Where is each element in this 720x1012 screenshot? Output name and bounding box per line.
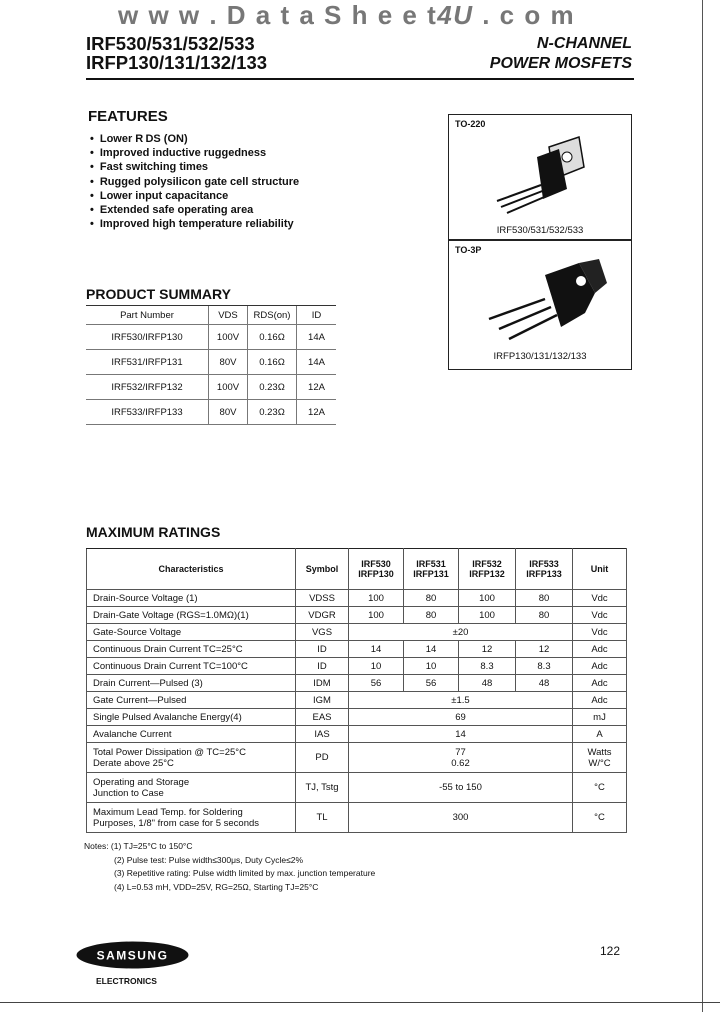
rating-characteristic: Maximum Lead Temp. for Soldering Purposes, 1/8" from case for 5 seconds <box>87 803 296 833</box>
rating-characteristic: Single Pulsed Avalanche Energy(4) <box>87 709 296 726</box>
rating-value: 69 <box>349 709 573 726</box>
header-symbol: Symbol <box>296 549 349 590</box>
rating-value: 10 <box>349 658 404 675</box>
package-label: TO-220 <box>455 119 486 129</box>
package-to220-box <box>448 114 632 240</box>
note-line: (2) Pulse test: Pulse width≤300μs, Duty Cycle≤2% <box>114 854 304 865</box>
rating-symbol: VDSS <box>296 590 349 607</box>
package-label: TO-3P <box>455 245 482 255</box>
rating-value: 48 <box>459 675 516 692</box>
table-row: IRF530/IRFP130 100V 0.16Ω 14A <box>86 325 336 350</box>
rating-symbol: EAS <box>296 709 349 726</box>
rating-unit: Adc <box>573 675 627 692</box>
rating-unit: Watts W/°C <box>573 743 627 773</box>
package-to3p-box <box>448 240 632 370</box>
note-line: (3) Repetitive rating: Pulse width limited by max. junction temperature <box>114 868 376 878</box>
rating-unit: °C <box>573 803 627 833</box>
rating-characteristic: Continuous Drain Current TC=100°C <box>87 658 296 675</box>
table-row <box>87 675 627 692</box>
table-row <box>87 743 627 773</box>
rating-symbol: VGS <box>296 624 349 641</box>
rating-characteristic: Total Power Dissipation @ TC=25°C Derate above 25°C <box>87 743 296 773</box>
table-row: IRF532/IRFP132 100V 0.23Ω 12A <box>86 375 336 400</box>
rating-value: 80 <box>404 607 459 624</box>
notes <box>84 840 375 894</box>
rating-value: 14 <box>404 641 459 658</box>
rating-value: 10 <box>404 658 459 675</box>
rating-unit: Vdc <box>573 590 627 607</box>
rating-characteristic: Drain Current—Pulsed (3) <box>87 675 296 692</box>
feature-item: • Lower R DS (ON) <box>90 132 299 146</box>
max-ratings-title: MAXIMUM RATINGS <box>86 524 221 540</box>
package-caption: IRFP130/131/132/133 <box>493 351 587 362</box>
rating-value: 300 <box>349 803 573 833</box>
header-id: ID <box>297 306 337 325</box>
table-row <box>87 803 627 833</box>
rating-value: 12 <box>516 641 573 658</box>
table-row <box>87 692 627 709</box>
feature-item: • Rugged polysilicon gate cell structure <box>90 175 299 189</box>
svg-text:SAMSUNG: SAMSUNG <box>96 948 169 963</box>
rating-symbol: PD <box>296 743 349 773</box>
watermark-url: w w w . D a t a S h e e t4U . c o m <box>118 0 576 30</box>
header-characteristics: Characteristics <box>87 549 296 590</box>
rating-value: 77 0.62 <box>349 743 573 773</box>
note-line: Notes: (1) TJ=25°C to 150°C <box>84 841 193 851</box>
table-row <box>87 607 627 624</box>
header-part-4: IRF533 IRFP133 <box>516 549 573 590</box>
rating-unit: A <box>573 726 627 743</box>
table-row <box>87 658 627 675</box>
part-numbers <box>86 34 267 72</box>
rating-unit: mJ <box>573 709 627 726</box>
rating-value: 14 <box>349 641 404 658</box>
rating-value: 80 <box>516 590 573 607</box>
samsung-logo <box>76 941 189 969</box>
rating-value: 12 <box>459 641 516 658</box>
package-caption: IRF530/531/532/533 <box>496 225 584 236</box>
rating-value: 8.3 <box>459 658 516 675</box>
feature-item: • Fast switching times <box>90 160 299 174</box>
header-part-1: IRF530 IRFP130 <box>349 549 404 590</box>
rating-symbol: ID <box>296 641 349 658</box>
table-header-row <box>86 306 336 325</box>
rating-value: 80 <box>404 590 459 607</box>
table-row <box>87 624 627 641</box>
feature-item: • Extended safe operating area <box>90 203 299 217</box>
part-line-irfp: IRFP130/131/132/133 <box>86 52 268 73</box>
max-ratings-body <box>87 590 627 833</box>
rating-symbol: TJ, Tstg <box>296 773 349 803</box>
rating-unit: °C <box>573 773 627 803</box>
rating-value: 100 <box>459 607 516 624</box>
to3p-package-drawing <box>475 253 615 345</box>
table-row <box>87 773 627 803</box>
to220-package-drawing <box>479 127 609 217</box>
rating-value: 56 <box>404 675 459 692</box>
rating-value: 14 <box>349 726 573 743</box>
rating-value: ±1.5 <box>349 692 573 709</box>
footer-rule <box>0 1002 720 1003</box>
rating-value: 100 <box>459 590 516 607</box>
rating-unit: Vdc <box>573 624 627 641</box>
rating-characteristic: Gate Current—Pulsed <box>87 692 296 709</box>
header-part-3: IRF532 IRFP132 <box>459 549 516 590</box>
rating-value: ±20 <box>349 624 573 641</box>
table-row <box>87 641 627 658</box>
header-rds: RDS(on) <box>248 306 297 325</box>
feature-item: • Improved high temperature reliability <box>90 217 299 231</box>
rating-symbol: IAS <box>296 726 349 743</box>
rating-characteristic: Continuous Drain Current TC=25°C <box>87 641 296 658</box>
rating-characteristic: Operating and Storage Junction to Case <box>87 773 296 803</box>
table-row <box>87 726 627 743</box>
rating-characteristic: Drain-Gate Voltage (RGS=1.0MΩ)(1) <box>87 607 296 624</box>
rating-symbol: IGM <box>296 692 349 709</box>
rating-unit: Adc <box>573 692 627 709</box>
rating-value: 100 <box>349 590 404 607</box>
rating-symbol: TL <box>296 803 349 833</box>
division-name: ELECTRONICS <box>96 976 157 986</box>
table-row: IRF531/IRFP131 80V 0.16Ω 14A <box>86 350 336 375</box>
page-number: 122 <box>600 944 621 958</box>
rating-characteristic: Gate-Source Voltage <box>87 624 296 641</box>
rating-unit: Adc <box>573 641 627 658</box>
rating-characteristic: Drain-Source Voltage (1) <box>87 590 296 607</box>
table-header-row <box>87 549 627 590</box>
header-part-number: Part Number <box>86 306 209 325</box>
feature-item: • Improved inductive ruggedness <box>90 146 299 160</box>
rating-value: 8.3 <box>516 658 573 675</box>
feature-item: • Lower input capacitance <box>90 189 299 203</box>
rating-value: 56 <box>349 675 404 692</box>
product-summary-table <box>86 305 336 425</box>
rating-value: 48 <box>516 675 573 692</box>
header-rule <box>86 78 634 80</box>
part-line-irf: IRF530/531/532/533 <box>86 33 255 54</box>
device-type: N-CHANNEL POWER MOSFETS <box>489 35 632 72</box>
rating-symbol: IDM <box>296 675 349 692</box>
rating-value: 100 <box>349 607 404 624</box>
header-unit: Unit <box>573 549 627 590</box>
rating-unit: Vdc <box>573 607 627 624</box>
rating-symbol: VDGR <box>296 607 349 624</box>
features-list <box>90 132 299 231</box>
product-summary-title: PRODUCT SUMMARY <box>86 286 231 302</box>
header-part-2: IRF531 IRFP131 <box>404 549 459 590</box>
rating-characteristic: Avalanche Current <box>87 726 296 743</box>
page-edge <box>702 0 703 1012</box>
note-line: (4) L=0.53 mH, VDD=25V, RG=25Ω, Starting TJ=25°C <box>114 881 319 892</box>
rating-symbol: ID <box>296 658 349 675</box>
rating-value: -55 to 150 <box>349 773 573 803</box>
header-vds: VDS <box>209 306 248 325</box>
table-row <box>87 590 627 607</box>
features-title: FEATURES <box>88 108 168 125</box>
rating-value: 80 <box>516 607 573 624</box>
max-ratings-table <box>86 548 627 833</box>
rating-unit: Adc <box>573 658 627 675</box>
table-row: IRF533/IRFP133 80V 0.23Ω 12A <box>86 400 336 425</box>
table-row <box>87 709 627 726</box>
